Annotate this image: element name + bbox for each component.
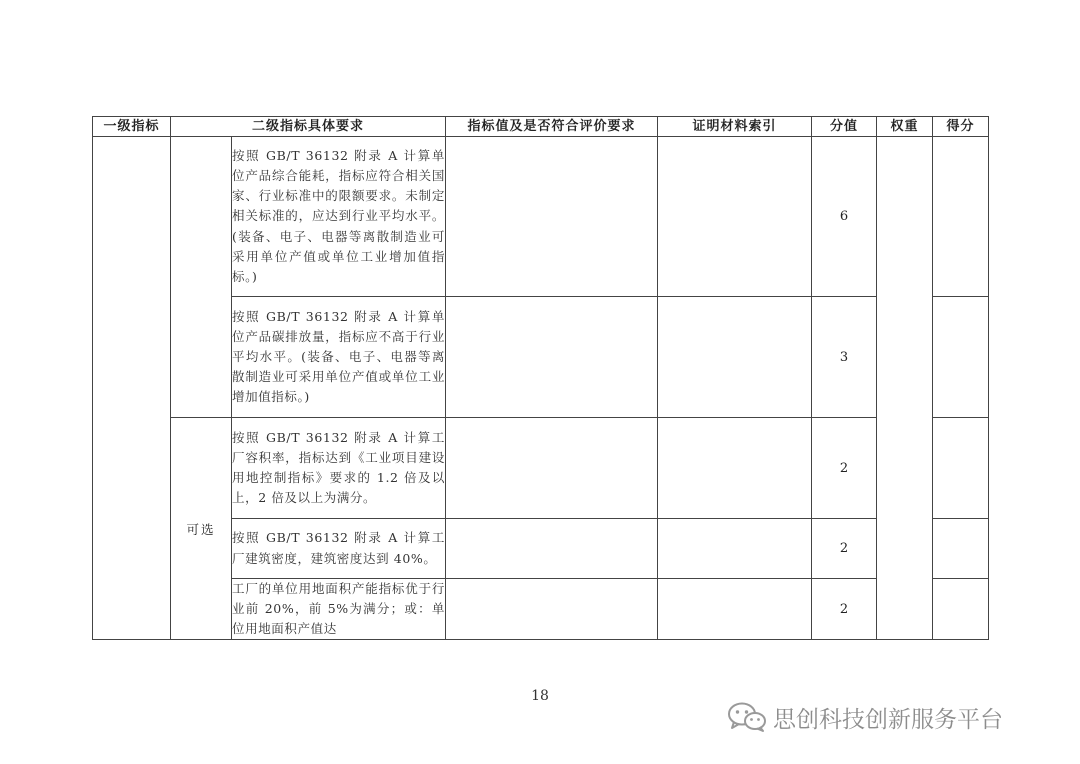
header-score: 分值 bbox=[812, 117, 877, 137]
optional-label: 可选 bbox=[171, 418, 232, 640]
header-level1: 一级指标 bbox=[93, 117, 171, 137]
indicator-value-cell bbox=[446, 297, 658, 418]
level1-cell bbox=[93, 137, 171, 640]
table-row bbox=[93, 137, 989, 297]
indicator-value-cell bbox=[446, 579, 658, 640]
indicator-value-cell bbox=[446, 519, 658, 579]
page-number: 18 bbox=[531, 688, 549, 704]
score-cell: 6 bbox=[812, 137, 877, 297]
requirement-cell: 按照 GB/T 36132 附录 A 计算工厂建筑密度，建筑密度达到 40%。 bbox=[232, 519, 446, 579]
watermark-text: 思创科技创新服务平台 bbox=[773, 706, 1003, 733]
indicator-value-cell bbox=[446, 418, 658, 519]
score-cell: 2 bbox=[812, 519, 877, 579]
requirement-cell: 按照 GB/T 36132 附录 A 计算工厂容积率，指标达到《工业项目建设用地控制指标》要求的 1.2 倍及以上，2 倍及以上为满分。 bbox=[232, 418, 446, 519]
header-points: 得分 bbox=[933, 117, 989, 137]
header-indicator-value: 指标值及是否符合评价要求 bbox=[446, 117, 658, 137]
evidence-cell bbox=[658, 418, 812, 519]
score-cell: 2 bbox=[812, 579, 877, 640]
points-cell bbox=[933, 519, 989, 579]
category-cell bbox=[171, 137, 232, 418]
evidence-cell bbox=[658, 579, 812, 640]
indicator-value-cell bbox=[446, 137, 658, 297]
table-header-row bbox=[93, 117, 989, 137]
points-cell bbox=[933, 418, 989, 519]
requirement-cell: 按照 GB/T 36132 附录 A 计算单位产品综合能耗，指标应符合相关国家、行业标准中的限额要求。未制定相关标准的，应达到行业平均水平。(装备、电子、电器等离散制造业可采用单位产值或单位工业增加值指标。) bbox=[232, 137, 446, 297]
points-cell bbox=[933, 297, 989, 418]
evidence-cell bbox=[658, 297, 812, 418]
header-weight: 权重 bbox=[877, 117, 933, 137]
score-cell: 2 bbox=[812, 418, 877, 519]
indicator-table bbox=[92, 116, 989, 640]
points-cell bbox=[933, 579, 989, 640]
watermark bbox=[727, 700, 1003, 734]
requirement-cell: 按照 GB/T 36132 附录 A 计算单位产品碳排放量，指标应不高于行业平均水平。(装备、电子、电器等离散制造业可采用单位产值或单位工业增加值指标。) bbox=[232, 297, 446, 418]
header-level2: 二级指标具体要求 bbox=[171, 117, 446, 137]
wechat-icon bbox=[727, 701, 767, 733]
score-cell: 3 bbox=[812, 297, 877, 418]
requirement-cell: 工厂的单位用地面积产能指标优于行业前 20%，前 5%为满分；或：单位用地面积产值达 bbox=[232, 579, 446, 640]
evidence-cell bbox=[658, 137, 812, 297]
points-cell bbox=[933, 137, 989, 297]
weight-cell bbox=[877, 137, 933, 640]
header-evidence-index: 证明材料索引 bbox=[658, 117, 812, 137]
table-row bbox=[93, 418, 989, 519]
evidence-cell bbox=[658, 519, 812, 579]
